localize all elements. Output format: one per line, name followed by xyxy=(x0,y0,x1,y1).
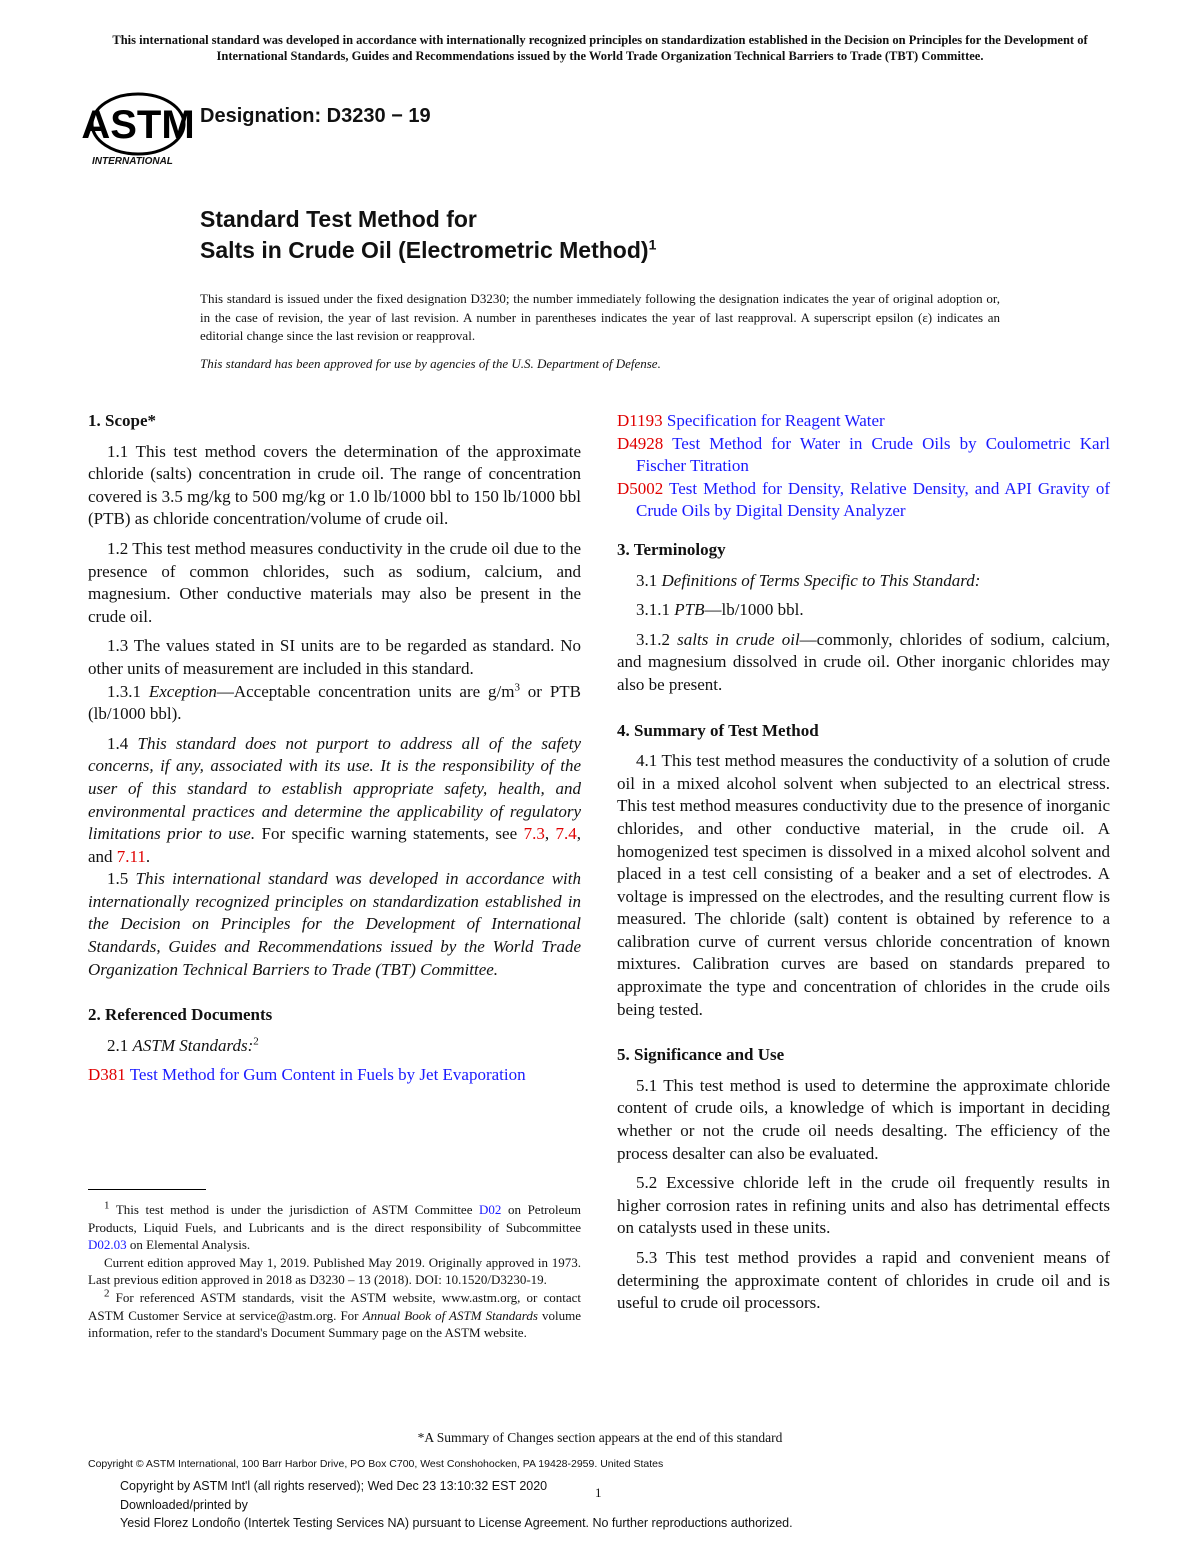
standard-notice: This international standard was developed in accordance with internationally recognized principles on standardization established in the Decision on Principles for the Development of International Standards, Guides and Recommendations issued by the World Trade Organization Technical Barriers to Trade (TBT) Committee. xyxy=(112,33,1088,63)
text-run: 3.1.2 xyxy=(636,629,678,649)
footnote-ref[interactable]: 2 xyxy=(104,1287,110,1300)
download-line: Copyright by ASTM Int'l (all rights reserved); Wed Dec 23 13:10:32 EST 2020 xyxy=(120,1479,548,1493)
title-footnote-ref[interactable]: 1 xyxy=(648,236,657,253)
logo-text: ASTM xyxy=(81,103,195,147)
spacer xyxy=(88,988,581,1004)
text-run: ASTM Standards: xyxy=(132,1035,254,1055)
paragraph xyxy=(88,868,581,981)
text-run: 5. Significance and Use xyxy=(617,1045,785,1065)
download-info xyxy=(120,1477,793,1533)
text-run: 1. Scope* xyxy=(88,411,156,430)
text-run: . xyxy=(145,846,151,866)
referenced-document[interactable] xyxy=(617,478,1110,523)
text-run: This international standard was developed in accordance with internationally recognized principles on standardization established in the Decision on Principles for the Development of International Standards, Guides and Recommendations issued by the World Trade Organization Technical Barriers to Trade (TBT) Committee. xyxy=(88,869,581,979)
text-run: —lb/1000 bbl. xyxy=(704,600,804,620)
text-run: 3.1 xyxy=(636,570,662,590)
paragraph xyxy=(88,538,581,628)
text-run: For specific warning statements, see xyxy=(255,824,524,844)
paragraph xyxy=(88,681,581,726)
text-run: 1.1 This test method covers the determination of the approximate chloride (salts) concentration in crude oil. The range of concentration covered is 3.5 mg/kg to 500 mg/kg or 1.0 lb/1000 bbl to 150 lb/1000 bbl (PTB) as chloride concentration/volume of crude oil. xyxy=(88,441,581,529)
document-title xyxy=(200,204,656,266)
reference-link[interactable]: D5002 xyxy=(617,478,664,498)
spacer xyxy=(617,523,1110,539)
paragraph xyxy=(617,599,1110,622)
reference-link[interactable]: D02.03 xyxy=(88,1237,127,1253)
text-run: Definitions of Terms Specific to This Standard: xyxy=(661,570,981,590)
paragraph xyxy=(617,629,1110,697)
spacer xyxy=(617,1028,1110,1044)
reference-link[interactable]: Test Method for Gum Content in Fuels by Jet Evaporation xyxy=(125,1065,526,1085)
paragraph xyxy=(617,570,1110,593)
footnote xyxy=(88,1289,581,1342)
reference-link[interactable]: D381 xyxy=(88,1065,126,1085)
reference-link[interactable]: D02 xyxy=(479,1202,502,1217)
text-run: 5.1 This test method is used to determine the approximate chloride content of crude oils, a knowledge of which is important in deciding whether or not the crude oil needs desalting. The efficiency of the process desalter can also be evaluated. xyxy=(617,1075,1110,1163)
spacer xyxy=(617,704,1110,720)
footnote-ref[interactable]: 2 xyxy=(253,1035,259,1048)
download-line: Yesid Florez Londoño (Intertek Testing Services NA) pursuant to License Agreement. No further reproductions authorized. xyxy=(120,1516,793,1530)
text-run: —commonly, chlorides of sodium, calcium, and magnesium dissolved in crude oil. Other inorganic chlorides may also be present. xyxy=(617,629,1110,694)
footnote-ref[interactable]: 1 xyxy=(104,1199,110,1212)
footnote-ref[interactable]: 3 xyxy=(514,680,520,693)
text-run: 5.2 Excessive chloride left in the crude oil frequently results in higher corrosion rates in refining units and also has detrimental effects on catalysts used in these units. xyxy=(617,1173,1110,1238)
title-text: Salts in Crude Oil (Electrometric Method) xyxy=(200,237,649,263)
text-run: 5.3 This test method provides a rapid and convenient means of determining the approximate content of chlorides in crude oil and is useful to crude oil processors. xyxy=(617,1248,1110,1313)
text-run: on Elemental Analysis. xyxy=(126,1237,251,1253)
section-heading xyxy=(617,539,1110,562)
text-run: 3. Terminology xyxy=(617,539,726,559)
summary-of-changes-note: *A Summary of Changes section appears at the end of this standard xyxy=(417,1430,783,1445)
text-run: 1.3.1 xyxy=(107,681,149,701)
text-run: 3.1.1 xyxy=(636,600,675,620)
footnote-divider xyxy=(88,1189,206,1190)
left-column xyxy=(88,410,581,1087)
text-run: 2.1 xyxy=(107,1035,133,1055)
text-run: 1.4 xyxy=(107,733,138,753)
text-run: Exception xyxy=(148,681,217,701)
text-run: This test method is under the jurisdiction of ASTM Committee xyxy=(109,1202,480,1217)
copyright-line: Copyright © ASTM International, 100 Barr Harbor Drive, PO Box C700, West Conshohocken, PA 19428-2959. United States xyxy=(88,1458,664,1470)
text-run: 1.2 This test method measures conductivity in the crude oil due to the presence of common chlorides, such as sodium, calcium, and magnesium. Other conductive materials may also be present in the crude oil. xyxy=(88,538,581,626)
text-run: For referenced ASTM standards, visit the ASTM website, www.astm.org, or contact ASTM Customer Service at service@astm.org. For xyxy=(88,1289,581,1323)
paragraph xyxy=(88,441,581,531)
referenced-document[interactable] xyxy=(617,410,1110,433)
text-run: on Petroleum Products, Liquid Fuels, and Lubricants and is the direct responsibility of Subcommittee xyxy=(88,1202,582,1235)
logo-subtitle: INTERNATIONAL xyxy=(92,156,173,167)
footnote xyxy=(88,1254,581,1289)
reference-link[interactable]: 7.11 xyxy=(116,846,146,866)
page-number: 1 xyxy=(595,1485,602,1500)
title-line-2 xyxy=(200,235,656,266)
right-column xyxy=(617,410,1110,1322)
paragraph xyxy=(88,635,581,680)
text-run: 1.5 xyxy=(107,869,136,889)
designation: Designation: D3230 − 19 xyxy=(200,105,431,127)
text-run: PTB xyxy=(674,600,705,620)
reference-link[interactable]: Specification for Reagent Water xyxy=(662,411,885,430)
title-line-1: Standard Test Method for xyxy=(200,206,477,232)
text-run: salts in crude oil xyxy=(677,629,800,649)
paragraph xyxy=(88,733,581,869)
referenced-document[interactable] xyxy=(88,1064,581,1087)
footnotes xyxy=(88,1201,581,1342)
reference-link[interactable]: D4928 xyxy=(617,433,664,453)
paragraph xyxy=(617,1172,1110,1240)
reference-link[interactable]: 7.4 xyxy=(555,824,577,844)
paragraph xyxy=(617,1075,1110,1165)
text-run: , xyxy=(544,824,556,844)
text-run: —Acceptable concentration units are g/m xyxy=(216,681,515,701)
section-heading xyxy=(88,1004,581,1027)
text-run: 4. Summary of Test Method xyxy=(617,720,819,740)
paragraph xyxy=(617,1247,1110,1315)
text-run: 1.3 The values stated in SI units are to be regarded as standard. No other units of measurement are included in this standard. xyxy=(88,636,581,678)
reference-link[interactable]: Test Method for Density, Relative Density, and API Gravity of Crude Oils by Digital Density Analyzer xyxy=(636,478,1110,521)
section-heading xyxy=(88,410,581,433)
dod-approval-note: This standard has been approved for use by agencies of the U.S. Department of Defense. xyxy=(200,356,661,371)
issuance-note: This standard is issued under the fixed designation D3230; the number immediately following the designation indicates the year of original adoption or, in the case of revision, the year of last revision. A number in parentheses indicates the year of last reapproval. A superscript epsilon (ε) indicates an editorial change since the last revision or reapproval. xyxy=(200,291,1000,343)
text-run: , and xyxy=(88,824,582,866)
text-run: This standard does not purport to address all of the safety concerns, if any, associated with its use. It is the responsibility of the user of this standard to establish appropriate safety, health, and environmental practices and determine the applicability of regulatory limitations prior to use. xyxy=(88,733,581,844)
section-heading xyxy=(617,720,1110,743)
referenced-document[interactable] xyxy=(617,433,1110,478)
paragraph xyxy=(617,750,1110,1021)
footnote xyxy=(88,1201,581,1254)
download-line: Downloaded/printed by xyxy=(120,1497,248,1512)
reference-link[interactable]: 7.3 xyxy=(523,824,545,844)
reference-link[interactable]: D1193 xyxy=(617,411,663,430)
text-run: 4.1 This test method measures the conductivity of a solution of crude oil in a mixed alcohol solvent when subjected to an electrical stress. This test method measures conductivity due to the presence of inorganic chlorides, and other conductive material, in the crude oil. A homogenized test specimen is dissolved in a mixed alcohol solvent and placed in a test cell consisting of a beaker and a set of electrodes. A voltage is impressed on the electrodes, and the resulting current flow is measured. The chloride (salt) content is obtained by reference to a calibration curve of current versus chloride concentration of known mixtures. Calibration curves are based on standards prepared to approximate the type and concentration of chlorides in the crude oils being tested. xyxy=(617,751,1110,1019)
paragraph xyxy=(88,1035,581,1058)
text-run: volume information, refer to the standard's Document Summary page on the ASTM website. xyxy=(88,1307,581,1341)
section-heading xyxy=(617,1044,1110,1067)
text-run: or PTB (lb/1000 bbl). xyxy=(88,681,581,724)
reference-link[interactable]: Test Method for Water in Crude Oils by Coulometric Karl Fischer Titration xyxy=(636,433,1110,476)
text-run: Current edition approved May 1, 2019. Published May 2019. Originally approved in 1973. Last previous edition approved in 2018 as D3230 – 13 (2018). DOI: 10.1520/D3230-19. xyxy=(88,1254,581,1288)
text-run: Annual Book of ASTM Standards xyxy=(362,1307,538,1323)
text-run: 2. Referenced Documents xyxy=(88,1005,273,1025)
